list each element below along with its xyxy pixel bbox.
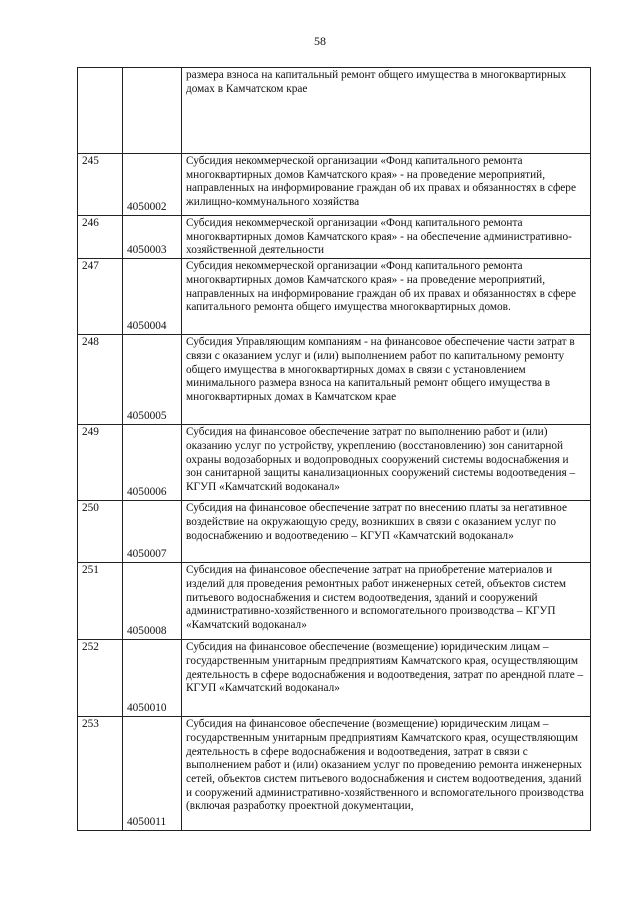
subsidy-description: Субсидия Управляющим компаниям - на финансовое обеспечение части затрат в связи с оказанием услуг и (или) выполнением работ по капитальному ремонту общего имущества в многоквартирных домах в связи с установлением минимального размера взноса на капитальный ремонт общего имущества в многоквартирных домах в Камчатском крае [182,335,591,425]
subsidy-description: Субсидия на финансовое обеспечение (возмещение) юридическим лицам – государственным унитарным предприятиям Камчатского края, осуществляющим деятельность в сфере водоснабжения и водоотведения, затрат по арендной плате – КГУП «Камчатский водоканал» [182,640,591,717]
row-number: 249 [78,425,123,501]
subsidy-description: Субсидия некоммерческой организации «Фонд капитального ремонта многоквартирных домов Камчатского края» - на обеспечение административно-хозяйственной деятельности [182,216,591,259]
row-number: 246 [78,216,123,259]
subsidy-description: размера взноса на капитальный ремонт общего имущества в многоквартирных домах в Камчатском крае [182,68,591,154]
page-number: 58 [314,34,326,48]
classification-code [123,68,182,154]
table-row [78,640,591,717]
budget-classification-table [77,67,591,831]
subsidy-description: Субсидия на финансовое обеспечение затрат по внесению платы за негативное воздействие на окружающую среду, возникших в связи с оказанием услуг по водоснабжению и водоотведению – КГУП «Камчатский водоканал» [182,501,591,563]
row-number: 253 [78,717,123,831]
table-row [78,563,591,640]
row-number [78,68,123,154]
subsidy-description: Субсидия некоммерческой организации «Фонд капитального ремонта многоквартирных домов Камчатского края» - на проведение мероприятий, направленных на информирование граждан об их правах и обязанностях в сфере жилищно-коммунального хозяйства [182,154,591,216]
table-row [78,717,591,831]
classification-code: 4050011 [123,717,182,831]
classification-code: 4050006 [123,425,182,501]
table-row [78,68,591,154]
classification-code: 4050002 [123,154,182,216]
subsidy-description: Субсидия некоммерческой организации «Фонд капитального ремонта многоквартирных домов Камчатского края» - на проведение мероприятий, направленных на информирование граждан об их правах и обязанностях в сфере капитального ремонта общего имущества многоквартирных домов. [182,259,591,335]
table-row [78,425,591,501]
classification-code: 4050007 [123,501,182,563]
subsidy-description: Субсидия на финансовое обеспечение затрат по выполнению работ и (или) оказанию услуг по устройству, укреплению (восстановлению) зон санитарной охраны водозаборных и водопроводных сооружений системы водоснабжения и зон санитарной защиты канализационных сооружений системы водоотведения – КГУП «Камчатский водоканал» [182,425,591,501]
subsidy-description: Субсидия на финансовое обеспечение затрат на приобретение материалов и изделий для проведения ремонтных работ инженерных сетей, объектов систем питьевого водоснабжения и систем водоотведения, зданий и сооружений административно-хозяйственного и вспомогательного производства – КГУП «Камчатский водоканал» [182,563,591,640]
classification-code: 4050004 [123,259,182,335]
row-number: 245 [78,154,123,216]
classification-code: 4050008 [123,563,182,640]
subsidy-description: Субсидия на финансовое обеспечение (возмещение) юридическим лицам – государственным унитарным предприятиям Камчатского края, осуществляющим деятельность в сфере водоснабжения и водоотведения, затрат в связи с выполнением работ и (или) оказанием услуг по проведению ремонта инженерных сетей, объектов систем питьевого водоснабжения и систем водоотведения, зданий и сооружений административно-хозяйственного и вспомогательного производства (включая разработку проектной документации, [182,717,591,831]
row-number: 251 [78,563,123,640]
table-row [78,335,591,425]
classification-code: 4050003 [123,216,182,259]
row-number: 248 [78,335,123,425]
row-number: 247 [78,259,123,335]
classification-code: 4050010 [123,640,182,717]
classification-code: 4050005 [123,335,182,425]
row-number: 252 [78,640,123,717]
row-number: 250 [78,501,123,563]
table-row [78,501,591,563]
table-row [78,154,591,216]
table-row [78,259,591,335]
table-row [78,216,591,259]
